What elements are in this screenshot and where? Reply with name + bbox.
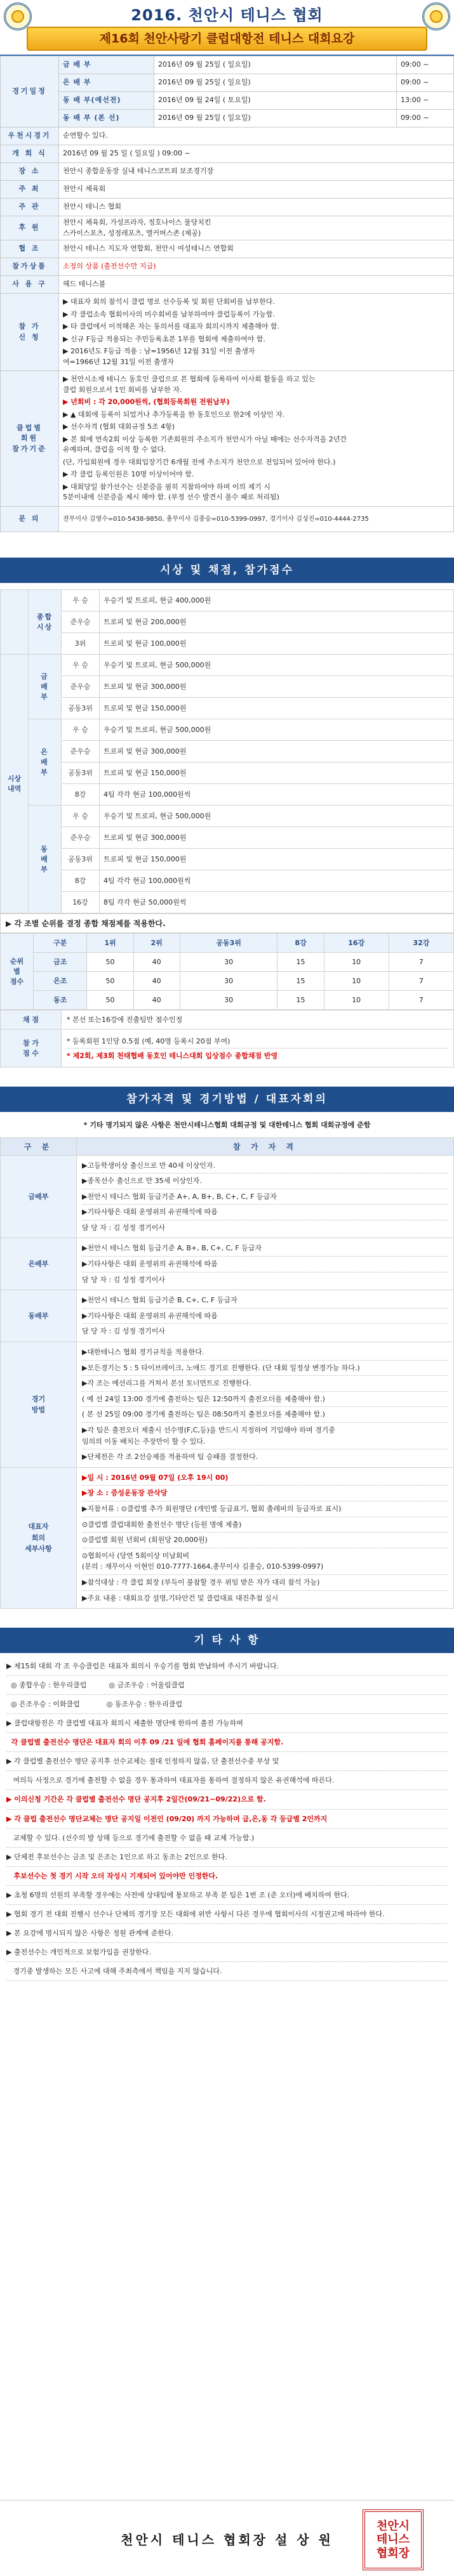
etc-item: 교체할 수 있다. (선수의 발 상해 등으로 경기에 출전할 수 없을 때 교체 가능함.) — [6, 1829, 448, 1848]
points-cell: 15 — [277, 990, 324, 1009]
rule-line: ▶지참서류 : ⊙클럽별 추가 회원명단 (개인별 등급표기, 협회 출레비의 등급자로 표시) — [82, 1501, 448, 1517]
prize-reward: 8팀 각각 현금 50,000원씩 — [100, 891, 454, 913]
rule-line: ▶주요 내용 : 대회요강 설명,기타안건 및 클럽대표 대진추첨 실시 — [82, 1593, 279, 1602]
schedule-group: 은 배 부 — [59, 74, 154, 92]
note-item: ▶ 대표자 회의 참석시 클럽 명로 선수등록 및 회원 단회비를 납부한다. — [63, 297, 275, 306]
rule-label: 대표자 회의 세부사항 — [1, 1467, 77, 1608]
info-value: 헤드 테니스볼 — [59, 276, 454, 294]
prize-group-label: 금 배 부 — [29, 654, 62, 719]
rule-line: ▶기타사항은 대회 운영위의 유권해석에 따름 — [82, 1205, 448, 1220]
note-item: ▶ 2016년도 F등급 적용 : 남=1956년 12월 31일 이전 출생자 여=1966년 12월 31일 이전 출생자 — [63, 347, 255, 366]
prize-row — [1, 719, 454, 740]
info-label: 개 회 식 — [1, 145, 59, 163]
info-row — [1, 258, 454, 276]
rule-row — [1, 1342, 454, 1468]
prize-rank: 8강 — [62, 783, 100, 805]
schedule-date: 2016년 09 월 25일 ( 일요일) — [154, 56, 397, 74]
info-row — [1, 199, 454, 216]
note-item: ▶ 신규 F등급 적용되는 주민등록초본 1부를 협회에 제출하여야 함. — [63, 334, 265, 343]
points-cell: 15 — [277, 952, 324, 971]
etc-item: ▶ 이의신청 기간은 각 클럽별 출전선수 명단 공지후 2일간(09/21~09/22)으로 함. — [6, 1790, 448, 1809]
schedule-time: 09:00 ~ — [397, 110, 454, 127]
etc-item: 여의득 사정으로 경기에 출전할 수 없을 경우 통과하여 대표자를 통하여 결정하지 않은 유권해석에 따른다. — [6, 1771, 448, 1790]
schedule-row — [1, 110, 454, 127]
rule-lines — [77, 1467, 454, 1608]
schedule-group: 동 배 부(예선전) — [59, 92, 154, 110]
info-row — [1, 127, 454, 145]
etc-item: ▶ 제15회 대회 각 조 우승클럽은 대표자 회의시 우승기를 협회 반납하여 주시기 바랍니다. — [6, 1657, 448, 1676]
info-value: 순연할수 있다. — [59, 127, 454, 145]
info-table — [0, 56, 454, 532]
schedule-date: 2016년 09 월 25일 ( 일요일) — [154, 110, 397, 127]
section-banner-prizes: 시상 및 채점, 참가점수 — [0, 558, 454, 583]
prize-rank: 공동3위 — [62, 762, 100, 783]
points-outer-label: 순위 별 점수 — [1, 933, 34, 1009]
schedule-row — [1, 56, 454, 74]
info-value: 천안시 테니스 협회 — [59, 199, 454, 216]
prize-rank: 우 승 — [62, 805, 100, 827]
points-cell: 30 — [180, 971, 277, 990]
prize-row — [1, 870, 454, 891]
note-item: ▶ 대회당일 참가선수는 신분증을 필히 지참하여야 하며 이의 제기 시 5분이내에 신분증을 제시 해야 함. (부정 선수 발견시 몰수 패로 처리됨) — [63, 482, 279, 501]
rule-line: ( 본 선 25일 09:00 경기에 출전하는 팀은 08:50까지 출전오더를 제출해야 함.) — [82, 1407, 448, 1423]
etc-item: ◎ 종합우승 : 한우리클럽 ◎ 금조우승 : 어울림클럽 — [6, 1676, 448, 1695]
note-item: (단, 가입회원에 경우 대회입장기간 6개월 전에 주소지가 천안으로 전입되어 있어야 한다.) — [63, 457, 336, 466]
participation-item: * 제2회, 제3회 천태협배 동호인 테니스대회 입상점수 종합채점 반영 — [67, 1051, 278, 1060]
rule-line: ▶기타사항은 대회 운영위의 유권해석에 따름 — [82, 1257, 448, 1272]
etc-item: ▶ 단체전 후보선수는 금조 및 은조는 1인으로 하고 동조는 2인으로 한다. — [6, 1848, 448, 1867]
rule-line: ▶천안시 테니스 협회 등급기준 A+, A, B+, B, C+, C, F 등급자 — [82, 1189, 448, 1205]
points-cell: 40 — [133, 971, 180, 990]
section-banner-rules: 참가자격 및 경기방법 / 대표자회의 — [0, 1087, 454, 1112]
rule-line: ⊙협회이사 (당연 5회이상 미납회비 (문의 : 재무이사 이현인 010-7777-1664,총무이사 김종승, 010-5399-0997) — [82, 1548, 448, 1575]
prize-row — [1, 676, 454, 697]
prize-rank: 준우승 — [62, 676, 100, 697]
info-value: 천안시 종합운동장 실내 테니스코트외 보조경기장 — [59, 163, 454, 181]
etc-item: ◎ 은조우승 : 이화클럽 ◎ 동조우승 : 한우리클럽 — [6, 1695, 448, 1714]
rule-line: 담 당 자 : 김 성정 경기이사 — [82, 1327, 165, 1336]
rule-line: ▶기타사항은 대회 운영위의 유권해석에 따름 — [82, 1309, 448, 1324]
points-header: 2위 — [133, 933, 180, 952]
prize-group-label: 은 배 부 — [29, 719, 62, 805]
prize-reward: 우승기 및 트로피, 현금 500,000원 — [100, 719, 454, 740]
rule-line: ▶천안시 테니스 협회 등급기준 B, C+, C, F 등급자 — [82, 1293, 448, 1309]
prize-reward: 4팀 각각 현금 100,000원씩 — [100, 870, 454, 891]
tournament-title: 제16회 천안사랑기 클럽대항전 테니스 대회요강 — [27, 27, 427, 51]
prize-row — [1, 589, 454, 611]
note-item: ▶ 본 회에 연속2회 이상 등록한 기존회원의 주소지가 천안시가 아닐 때에는 선수자격을 2년간 유예하며, 클럽을 이적 할 수 없다. — [63, 435, 347, 454]
prize-row — [1, 740, 454, 762]
rules-header-group: 구 분 — [1, 1137, 77, 1155]
points-cell: 30 — [180, 952, 277, 971]
points-cell: 10 — [324, 952, 389, 971]
schedule-time: 13:00 ~ — [397, 92, 454, 110]
points-cell: 10 — [324, 990, 389, 1009]
prize-rank: 공동3위 — [62, 848, 100, 870]
prize-reward: 우승기 및 트로피, 현금 400,000원 — [100, 589, 454, 611]
etc-item: ▶ 클럽대항전은 각 클럽별 대표자 회의시 제출한 명단에 한하여 출전 가능하며 — [6, 1714, 448, 1733]
rule-line: ▶장 소 : 증성운동장 관삭당 — [82, 1486, 448, 1501]
rule-lines — [77, 1290, 454, 1342]
scoring-value: * 본선 또는16강에 진출팀만 점수인정 — [62, 1010, 454, 1029]
info-label: 우천시경기 — [1, 127, 59, 145]
rule-line: ( 예 선 24일 13:00 경기에 출전하는 팀은 12:50까지 출전오더를 제출해야 함.) — [82, 1392, 448, 1408]
note-item: ▶ 천안시소재 테니스 동호인 클럽으로 본 협회에 등록하여 이사회 활동을 하고 있는 클럽 회원으로서 1인 회비를 납부한 자. — [63, 375, 316, 394]
official-seal-stamp: 천안시 테니스 협회장 — [363, 2509, 424, 2570]
contact-label: 문 의 — [1, 506, 59, 532]
points-table — [0, 933, 454, 1010]
rule-line: ▶고등학생이상 출신으로 만 40세 이상인자. — [82, 1158, 448, 1174]
prize-rank: 준우승 — [62, 740, 100, 762]
points-cell: 50 — [87, 990, 133, 1009]
info-row — [1, 240, 454, 258]
info-row — [1, 276, 454, 294]
rule-line: ▶천안시 테니스 협회 등급기준 A, B+, B, C+, C, F 등급자 — [82, 1241, 448, 1257]
points-row — [1, 952, 454, 971]
fee-label: 클럽별 회원 참가기준 — [1, 371, 59, 507]
prize-reward: 트로피 및 현금 150,000원 — [100, 697, 454, 719]
apply-notes — [59, 294, 454, 371]
etc-item: ▶ 협회 경기 전 대회 진행시 선수나 단체의 경기장 모든 대회에 위반 사항시 다른 경우에 협회이사의 시정권고에 따라야 한다. — [6, 1905, 448, 1924]
points-cell: 50 — [87, 971, 133, 990]
points-header: 16강 — [324, 933, 389, 952]
prize-row — [1, 827, 454, 848]
rule-lines — [77, 1342, 454, 1468]
section-banner-etc: 기 타 사 항 — [0, 1628, 454, 1653]
points-header: 구분 — [34, 933, 87, 952]
prize-rank: 우 승 — [62, 654, 100, 676]
prize-reward: 트로피 및 현금 200,000원 — [100, 611, 454, 632]
prize-outer-spacer — [1, 589, 29, 654]
rule-line: ▶단체전은 각 조 2선승제를 적용하여 팀 승패를 결정한다. — [82, 1453, 258, 1461]
apply-label: 참 가 신 청 — [1, 294, 59, 371]
info-label: 장 소 — [1, 163, 59, 181]
rule-line: ▶일 시 : 2016년 09월 07일 (오후 19시 00) — [82, 1470, 448, 1486]
note-item: ▶ ▲ 대회에 등록이 되었거나 추가등록을 한 동호인으로 한2에 이상인 자. — [63, 410, 285, 419]
participation-item: * 등록회원 1인당 0.5점 (예, 40명 등록시 20점 부여) — [67, 1034, 448, 1049]
prize-reward: 트로피 및 현금 150,000원 — [100, 848, 454, 870]
rule-line: ▶대한테니스 협회 경기규칙을 적용한다. — [82, 1345, 448, 1361]
points-cell: 금조 — [34, 952, 87, 971]
prize-rank: 우 승 — [62, 719, 100, 740]
info-row — [1, 216, 454, 240]
rule-label: 은배부 — [1, 1238, 77, 1290]
rule-line: ⊙클럽별 클럽대회한 출전선수 명단 (등원 명에 제출) — [82, 1517, 448, 1533]
info-row — [1, 145, 454, 163]
prize-row — [1, 611, 454, 632]
prize-reward: 트로피 및 현금 300,000원 — [100, 827, 454, 848]
prize-reward: 트로피 및 현금 300,000원 — [100, 676, 454, 697]
schedule-time: 09:00 ~ — [397, 56, 454, 74]
points-cell: 7 — [389, 990, 453, 1009]
info-value: 천안시 체육회 — [59, 181, 454, 199]
points-cell: 7 — [389, 952, 453, 971]
rule-row — [1, 1290, 454, 1342]
prize-rank: 준우승 — [62, 611, 100, 632]
note-item: ▶ 각 클럽소속 협회이사의 미수회비를 납부하여야 클럽등록이 가능함. — [63, 310, 275, 318]
prize-row — [1, 805, 454, 827]
points-cell: 50 — [87, 952, 133, 971]
rule-line: ▶종목선수 출신으로 만 35세 이상인자. — [82, 1174, 448, 1189]
info-label: 주 최 — [1, 181, 59, 199]
rules-table — [0, 1137, 454, 1609]
prize-rank: 8강 — [62, 870, 100, 891]
prize-row — [1, 783, 454, 805]
info-row — [1, 163, 454, 181]
points-header: 공동3위 — [180, 933, 277, 952]
etc-item: ▶ 출전선수는 개인적으로 보험가입을 권장한다. — [6, 1943, 448, 1962]
rule-line: ▶각 팀은 출전오더 제출시 선수명(F,C,등)을 반드시 지정하여 기입해야 하며 경기중 임의의 이동 배치는 주장만이 할 수 있다. — [82, 1423, 448, 1449]
scoring-summary: ▶ 각 조별 순위를 결정 종합 채점제를 적용한다. — [0, 913, 454, 933]
prize-reward: 우승기 및 트로피, 현금 500,000원 — [100, 805, 454, 827]
schedule-date: 2016년 09 월 24일 ( 토요일) — [154, 92, 397, 110]
header — [0, 0, 454, 56]
rule-line: ▶모든경기는 5 : 5 타이브레이크, 노애드 경기로 진행한다. (단 대회 일정상 변경가능 하다.) — [82, 1361, 448, 1376]
points-cell: 10 — [324, 971, 389, 990]
etc-item: 경기중 발생하는 모든 사고에 대해 주최측에서 책임을 지지 않습니다. — [6, 1962, 448, 1981]
rules-intro: * 기타 명기되지 않은 사항은 천안시테니스협회 대회규정 및 대한테니스 협회 대회규정에 준함 — [83, 1120, 371, 1129]
info-label: 참가상품 — [1, 258, 59, 276]
prize-reward: 4팀 각각 현금 100,000원씩 — [100, 783, 454, 805]
prize-row — [1, 848, 454, 870]
scoring-label: 채 점 — [1, 1010, 62, 1029]
rule-line: 담 당 자 : 김 성정 경기이사 — [82, 1275, 165, 1284]
rule-label: 동배부 — [1, 1290, 77, 1342]
note-item: ▶ 선수자격 (협회 대회규정 5조 4항) — [63, 422, 175, 431]
prize-reward: 트로피 및 현금 100,000원 — [100, 632, 454, 654]
prize-rank: 우 승 — [62, 589, 100, 611]
prize-rank: 준우승 — [62, 827, 100, 848]
info-label: 협 조 — [1, 240, 59, 258]
points-header: 8강 — [277, 933, 324, 952]
rule-line: ⊙클럽별 회원 년회비 (회원당 20,000원) — [82, 1533, 448, 1548]
prize-group-label: 종합 시상 — [29, 589, 62, 654]
schedule-date: 2016년 09 월 25일 ( 일요일) — [154, 74, 397, 92]
rule-label: 경기 방법 — [1, 1342, 77, 1468]
note-item: ▶ 각 클럽 등록인원은 10명 이상이어야 함. — [63, 470, 194, 478]
rule-label: 금배부 — [1, 1155, 77, 1238]
schedule-group: 동 배 부 (본 선) — [59, 110, 154, 127]
prize-rank: 공동3위 — [62, 697, 100, 719]
prize-table — [0, 589, 454, 913]
etc-notes — [0, 1653, 454, 1985]
prize-row — [1, 891, 454, 913]
prize-outer-label: 시상 내역 — [1, 654, 29, 913]
schedule-label: 경기일정 — [1, 56, 59, 127]
schedule-row — [1, 92, 454, 110]
points-cell: 40 — [133, 952, 180, 971]
etc-item: 각 클럽별 출전선수 명단은 대표자 회의 이후 09 /21 일에 협회 홈페이지를 통해 공지함. — [6, 1733, 448, 1752]
note-item: ▶ 타 클럽에서 이적해온 자는 동의서를 대표자 회의시까지 제출해야 함. — [63, 322, 279, 330]
info-value: 천안시 체육회, 가성프라자, 정호나이스 물당치킨 스카이스포츠, 성정레포츠, 엘커머스존 (제공) — [59, 216, 454, 240]
points-cell: 40 — [133, 990, 180, 1009]
prize-rank: 3위 — [62, 632, 100, 654]
rule-lines — [77, 1238, 454, 1290]
etc-item: ▶ 각 클럽별 출전선수 명단 공지후 선수교체는 절대 인정하지 않음, 단 출전선수중 부상 및 — [6, 1752, 448, 1771]
prize-reward: 트로피 및 현금 300,000원 — [100, 740, 454, 762]
page-title: 2016. 천안시 테니스 협회 — [131, 6, 323, 24]
prize-row — [1, 762, 454, 783]
etc-item: ▶ 각 클럽 출전선수 명단교체는 명단 공지일 이전인 (09/20) 까지 가능하며 급,은,동 각 등급별 2인까지 — [6, 1810, 448, 1829]
prize-rank: 16강 — [62, 891, 100, 913]
info-label: 후 원 — [1, 216, 59, 240]
prize-group-label: 동 배 부 — [29, 805, 62, 913]
rule-row — [1, 1238, 454, 1290]
info-value: 천안시 테니스 지도자 연합회, 천안시 여성테니스 연합회 — [59, 240, 454, 258]
rules-header-qualification: 참 가 자 격 — [77, 1137, 454, 1155]
points-row — [1, 990, 454, 1009]
contact-value: 전무이사 김영수=010-5438-9850, 총무이사 김종승=010-5399-0997, 경기이사 김성진=010-4444-2735 — [59, 506, 454, 532]
points-cell: 동조 — [34, 990, 87, 1009]
footer — [0, 2500, 454, 2576]
rule-lines — [77, 1155, 454, 1238]
etc-item: ▶ 초청 6명의 선원의 부족할 경우에는 사전에 상대팀에 통보하고 부족 분 팀은 1번 조 (준 오더)에 배치하여 한다. — [6, 1886, 448, 1905]
schedule-row — [1, 74, 454, 92]
info-label: 사 용 구 — [1, 276, 59, 294]
prize-row — [1, 632, 454, 654]
fee-notes — [59, 371, 454, 507]
prize-reward: 트로피 및 현금 150,000원 — [100, 762, 454, 783]
rule-row — [1, 1155, 454, 1238]
info-value: 소정의 상품 (출전선수만 지급) — [59, 258, 454, 276]
points-cell: 은조 — [34, 971, 87, 990]
info-label: 주 관 — [1, 199, 59, 216]
schedule-group: 금 배 부 — [59, 56, 154, 74]
info-row — [1, 181, 454, 199]
etc-item: 후보선수는 첫 경기 시작 오더 작성시 기재되어 있어야만 인정한다. — [6, 1867, 448, 1886]
points-cell: 7 — [389, 971, 453, 990]
rule-row — [1, 1467, 454, 1608]
participation-label: 참 가 점 수 — [1, 1029, 62, 1067]
points-header: 1위 — [87, 933, 133, 952]
etc-item: ▶ 본 요강에 명시되지 않은 사항은 정원 관계에 준한다. — [6, 1924, 448, 1943]
points-header: 32강 — [389, 933, 453, 952]
points-cell: 30 — [180, 990, 277, 1009]
association-president: 천안시 테니스 협회장 설 상 원 — [121, 2532, 333, 2547]
rule-line: ▶각 조는 예선리그를 거쳐서 본선 토너먼트로 진행한다. — [82, 1376, 448, 1392]
schedule-time: 09:00 ~ — [397, 74, 454, 92]
points-cell: 15 — [277, 971, 324, 990]
info-value: 2016년 09 월 25 일 ( 일요일 ) 09:00 ~ — [59, 145, 454, 163]
participation-notes — [62, 1029, 454, 1067]
prize-reward: 우승기 및 트로피, 현금 500,000원 — [100, 654, 454, 676]
note-item: ▶ 년회비 : 각 20,000원씩, (협회등록회원 전원납부) — [63, 398, 230, 406]
rule-line: ▶참석대상 : 각 클럽 회장 (부득이 불참할 경우 위임 받은 자가 대리 참석 가능) — [82, 1575, 448, 1591]
prize-row — [1, 654, 454, 676]
scoring-table — [0, 1010, 454, 1068]
points-row — [1, 971, 454, 990]
points-header-row — [1, 933, 454, 952]
prize-row — [1, 697, 454, 719]
rule-line: 담 당 자 : 김 성정 경기이사 — [82, 1223, 165, 1232]
tennis-association-logo — [422, 3, 450, 30]
